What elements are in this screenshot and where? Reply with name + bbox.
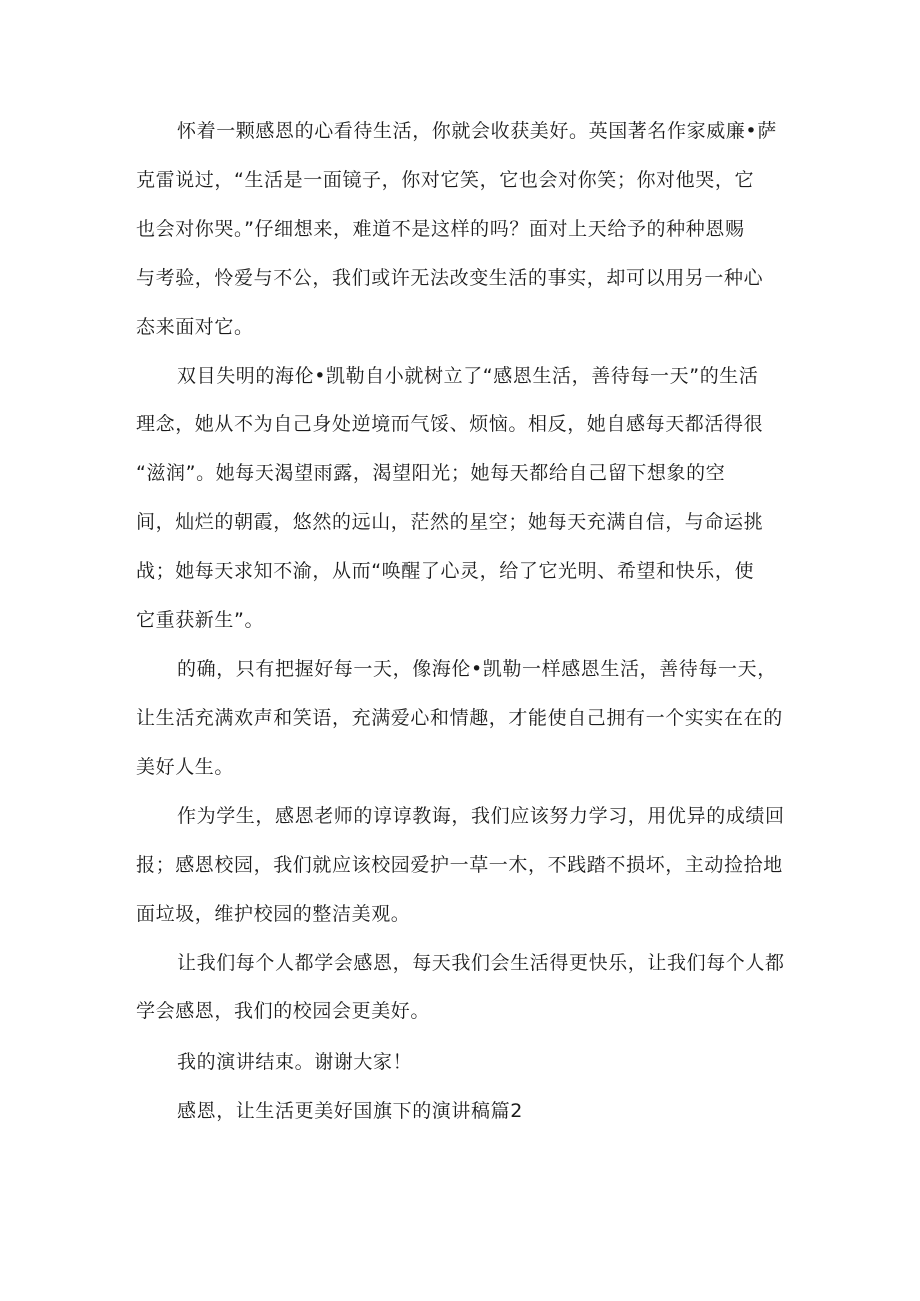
paragraph-1-line-2: 克雷说过，“生活是一面镜子，你对它笑，它也会对你笑；你对他哭，它 — [136, 169, 755, 191]
paragraph-3-line-2: 让生活充满欢声和笑语，充满爱心和情趣，才能使自己拥有一个实实在在的 — [136, 707, 783, 729]
paragraph-1-line-1: 怀着一颗感恩的心看待生活，你就会收获美好。英国著名作家威廉•萨 — [177, 120, 777, 142]
paragraph-3-line-3: 美好人生。 — [136, 756, 235, 778]
paragraph-4-line-2: 报；感恩校园，我们就应该校园爱护一草一木，不践踏不损坏，主动捡拾地 — [136, 854, 783, 876]
paragraph-5-line-1: 让我们每个人都学会感恩，每天我们会生活得更快乐，让我们每个人都 — [177, 952, 785, 974]
paragraph-3-line-1: 的确，只有把握好每一天，像海伦•凯勒一样感恩生活，善待每一天， — [177, 658, 777, 680]
paragraph-2-line-6: 它重获新生”。 — [136, 609, 265, 631]
paragraph-4-line-1: 作为学生，感恩老师的谆谆教诲，我们应该努力学习，用优异的成绩回 — [177, 805, 785, 827]
paragraph-2-line-4: 间，灿烂的朝霞，悠然的远山，茫然的星空；她每天充满自信，与命运挑 — [136, 511, 764, 533]
paragraph-2-line-2: 理念，她从不为自己身处逆境而气馁、烦恼。相反，她自感每天都活得很 — [136, 413, 764, 435]
paragraph-1-line-3: 也会对你哭。”仔细想来，难道不是这样的吗？面对上天给予的种种恩赐 — [136, 218, 745, 240]
paragraph-2-line-3: “滋润”。她每天渴望雨露，渴望阳光；她每天都给自己留下想象的空 — [136, 462, 726, 484]
closing-line: 我的演讲结束。谢谢大家！ — [177, 1051, 413, 1073]
paragraph-5-line-2: 学会感恩，我们的校园会更美好。 — [136, 1000, 431, 1022]
paragraph-2-line-1: 双目失明的海伦•凯勒自小就树立了“感恩生活，善待每一天”的生活 — [177, 365, 759, 387]
paragraph-1-line-5: 态来面对它。 — [136, 316, 254, 338]
section-heading: 感恩，让生活更美好国旗下的演讲稿篇2 — [177, 1100, 523, 1122]
paragraph-2-line-5: 战；她每天求知不渝，从而“唤醒了心灵，给了它光明、希望和快乐，使 — [136, 560, 755, 582]
paragraph-1-line-4: 与考验，怜爱与不公，我们或许无法改变生活的事实，却可以用另一种心 — [136, 267, 764, 289]
paragraph-4-line-3: 面垃圾，维护校园的整洁美观。 — [136, 903, 411, 925]
